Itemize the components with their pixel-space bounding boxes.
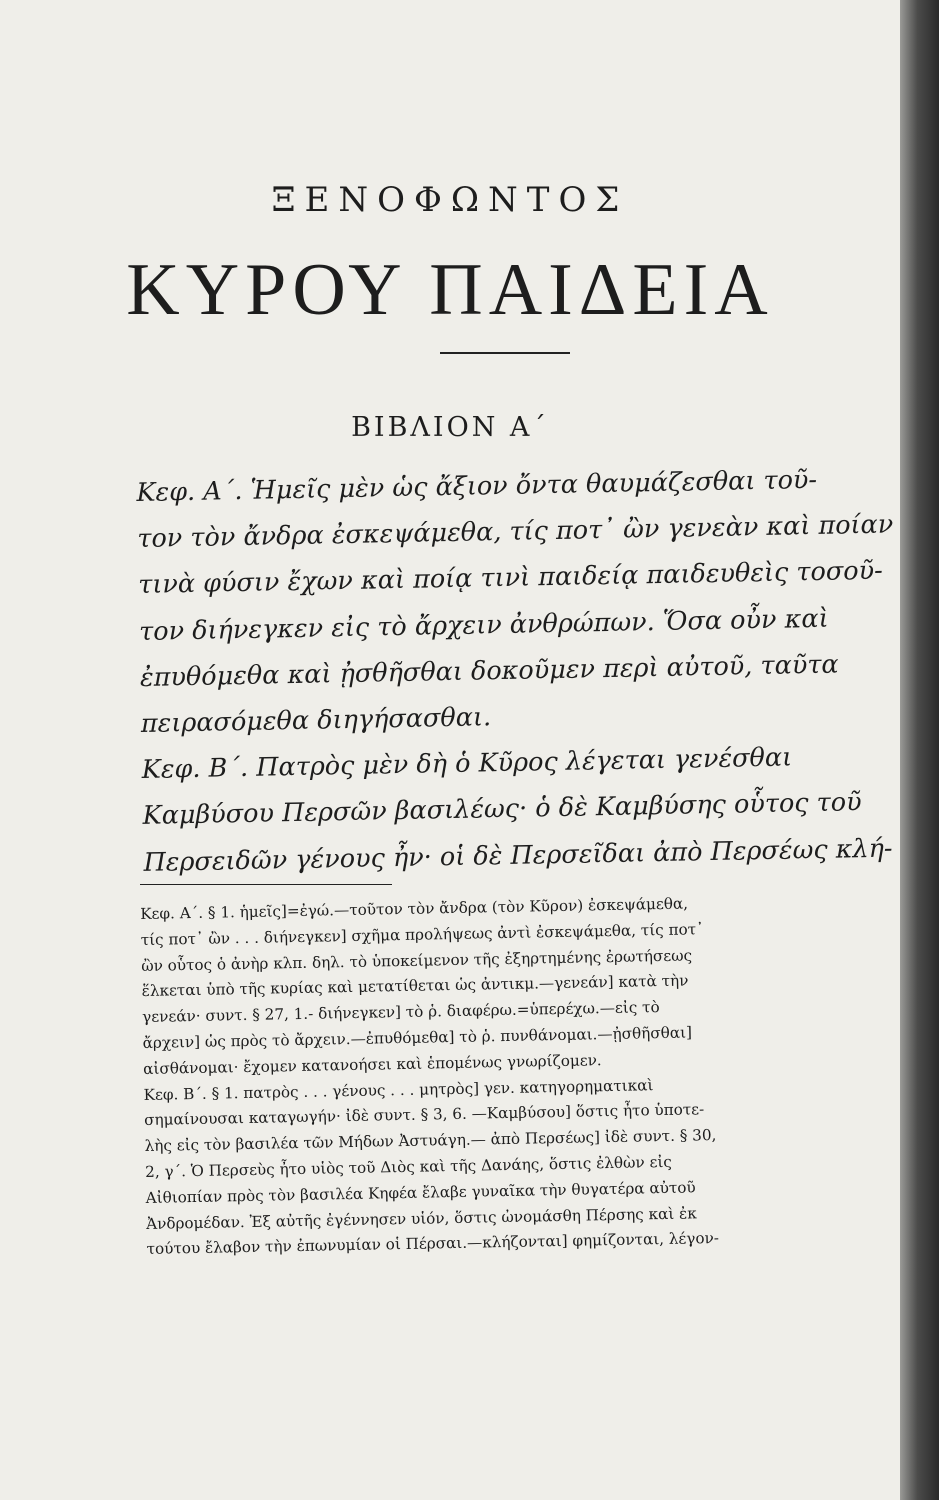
note-line: Κεφ. Β΄. § 1. πατρὸς . . . γένους . . . μητρὸς] γεν. κατηγορηματικαὶ xyxy=(143,1075,654,1104)
page-binding-shadow xyxy=(900,0,939,1500)
text-line: Καμβύσου Περσῶν βασιλέως· ὁ δὲ Καμβύσης οὗτος τοῦ xyxy=(142,787,862,832)
note-line: Ἀνδρομέδαν. Ἐξ αὐτῆς ἐγέννησεν υἱόν, ὅστις ὠνομάσθη Πέρσης καὶ ἐκ xyxy=(146,1203,697,1233)
main-text xyxy=(136,455,904,885)
book-heading: ΒΙΒΛΙΟΝ Α΄ xyxy=(351,412,549,443)
note-line: Κεφ. Α΄. § 1. ἡμεῖς]=ἐγώ.—τοῦτον τὸν ἄνδρα (τὸν Κῦρον) ἐσκεψάμεθα, xyxy=(140,894,689,923)
text-line: τον διήνεγκεν εἰς τὸ ἄρχειν ἀνθρώπων. Ὅσα οὖν καὶ xyxy=(138,603,829,647)
note-line: γενεάν· συντ. § 27, 1.- διήνεγκεν] τὸ ῥ. διαφέρω.=ὑπερέχω.—εἰς τὸ xyxy=(142,998,660,1027)
note-line: ὢν οὗτος ὁ ἀνὴρ κλπ. δηλ. τὸ ὑποκείμενον τῆς ἐξηρτημένης ἐρωτήσεως xyxy=(141,946,693,975)
note-line: λὴς εἰς τὸν βασιλέα τῶν Μήδων Ἀστυάγη.— ἀπὸ Περσέως] ἰδὲ συντ. § 30, xyxy=(144,1126,717,1156)
footnotes xyxy=(140,887,907,1263)
note-line: τούτου ἔλαβον τὴν ἐπωνυμίαν οἱ Πέρσαι.—κλήζονται] φημίζονται, λέγον- xyxy=(146,1229,720,1259)
note-line: σημαίνουσαι καταγωγήν· ἰδὲ συντ. § 3, 6. —Καμβύσου] ὅστις ἦτο ὑποτε- xyxy=(144,1100,705,1130)
note-line: ἕλκεται ὑπὸ τῆς κυρίας καὶ μετατίθεται ὡς ἀντικμ.—γενεάν] κατὰ τὴν xyxy=(141,971,689,1001)
text-line: τινὰ φύσιν ἔχων καὶ ποίᾳ τινὶ παιδείᾳ παιδευθεὶς τοσοῦ- xyxy=(137,556,884,601)
note-line: 2, γ΄. Ὁ Περσεὺς ἦτο υἱὸς τοῦ Διὸς καὶ τῆς Δανάης, ὅστις ἐλθὼν εἰς xyxy=(145,1152,673,1181)
text-line: πειρασόμεθα διηγήσασθαι. xyxy=(140,702,492,739)
note-line: ἄρχειν] ὡς πρὸς τὸ ἄρχειν.—ἐπυθόμεθα] τὸ ῥ. πυνθάνομαι.—ᾐσθῆσθαι] xyxy=(142,1023,693,1052)
text-line: ἐπυθόμεθα καὶ ᾐσθῆσθαι δοκοῦμεν περὶ αὐτοῦ, ταῦτα xyxy=(139,649,839,693)
text-line: τον τὸν ἄνδρα ἐσκεψάμεθα, τίς ποτ᾽ ὢν γενεὰν καὶ ποίαν xyxy=(137,509,894,555)
text-line: Περσειδῶν γένους ἦν· οἱ δὲ Περσεῖδαι ἀπὸ Περσέως κλή- xyxy=(143,833,893,878)
text-line: Κεφ. Α΄. Ἡμεῖς μὲν ὡς ἄξιον ὄντα θαυμάζεσθαι τοῦ- xyxy=(136,464,818,508)
text-line: Κεφ. Β΄. Πατρὸς μὲν δὴ ὁ Κῦρος λέγεται γενέσθαι xyxy=(141,742,793,786)
work-title: ΚΥΡΟΥ ΠΑΙΔΕΙΑ xyxy=(126,249,774,331)
author-heading: ΞΕΝΟΦΩΝΤΟΣ xyxy=(271,180,629,220)
note-line: αἰσθάνομαι· ἔχομεν κατανοήσει καὶ ἑπομένως γνωρίζομεν. xyxy=(143,1050,602,1078)
footnote-rule xyxy=(140,884,392,885)
title-rule xyxy=(440,352,570,354)
note-line: τίς ποτ᾽ ὢν . . . διήνεγκεν] σχῆμα προλήψεως ἀντὶ ἐσκεψάμεθα, τίς ποτ᾽ xyxy=(140,919,704,949)
note-line: Αἰθιοπίαν πρὸς τὸν βασιλέα Κηφέα ἔλαβε γυναῖκα τὴν θυγατέρα αὐτοῦ xyxy=(145,1178,696,1207)
